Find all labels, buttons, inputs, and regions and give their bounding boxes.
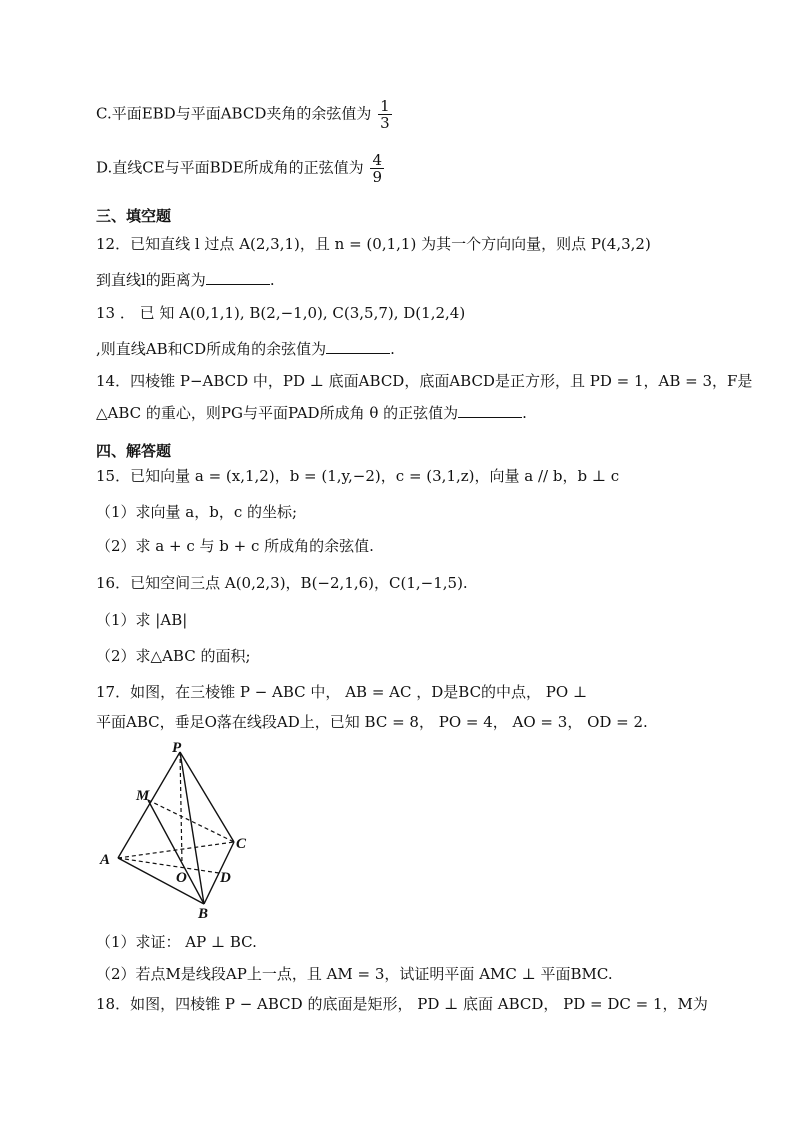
q17-line1: 17．如图，在三棱锥 P − ABC 中， AB = AC ，D是BC的中点， PO ⊥: [96, 683, 588, 701]
label-D: D: [220, 870, 231, 886]
label-P: P: [172, 740, 182, 756]
q12-line1: 12．已知直线 l 过点 A(2,3,1)，且 n = (0,1,1) 为其一个方向向量，则点 P(4,3,2): [96, 235, 651, 253]
q15: 15．已知向量 a = (x,1,2)，b = (1,y,−2)，c = (3,1,z)，向量 a // b，b ⊥ c: [96, 467, 620, 485]
q12-text: 到直线l的距离为: [96, 271, 206, 289]
q14-text: △ABC 的重心，则PG与平面PAD所成角 θ 的正弦值为: [96, 404, 459, 422]
option-c: [96, 98, 392, 131]
answer-blank: [206, 270, 270, 285]
q18: 18．如图，四棱锥 P − ABCD 的底面是矩形， PD ⊥ 底面 ABCD， PD = DC = 1，M为: [96, 995, 708, 1013]
label-O: O: [176, 870, 187, 886]
q13-line1: 13 ． 已 知 A(0,1,1), B(2,−1,0), C(3,5,7), D(1,2,4): [96, 304, 466, 322]
frac-num: 1: [380, 97, 390, 115]
option-d: [96, 152, 384, 185]
frac-den: 3: [380, 114, 390, 132]
option-c-text: C.平面EBD与平面ABCD夹角的余弦值为: [96, 104, 372, 123]
label-A: A: [100, 852, 111, 868]
option-d-fraction: [370, 152, 384, 185]
q15-part1: （1）求向量 a，b，c 的坐标;: [96, 503, 298, 521]
label-M: M: [136, 788, 150, 804]
q12-line2: 到直线l的距离为 .: [96, 271, 275, 289]
q17-part1: （1）求证： AP ⊥ BC.: [96, 933, 257, 951]
edge-PO: [180, 752, 182, 864]
q13-text: ,则直线AB和CD所成角的余弦值为: [96, 340, 327, 358]
q16-part1: （1）求 |AB|: [96, 611, 188, 629]
tetrahedron-figure: [96, 738, 266, 920]
q13-line2: ,则直线AB和CD所成角的余弦值为 .: [96, 340, 395, 358]
q16-part2: （2）求△ABC 的面积;: [96, 647, 251, 665]
label-C: C: [236, 836, 247, 852]
q16: 16．已知空间三点 A(0,2,3)，B(−2,1,6)，C(1,−1,5).: [96, 574, 468, 592]
answer-blank: [326, 339, 390, 354]
q14-line1: 14．四棱锥 P−ABCD 中，PD ⊥ 底面ABCD，底面ABCD是正方形，且 PD = 1，AB = 3，F是: [96, 372, 753, 390]
frac-den: 9: [372, 168, 383, 186]
option-d-text: D.直线CE与平面BDE所成角的正弦值为: [96, 158, 364, 177]
label-B: B: [198, 906, 209, 920]
q15-part2: （2）求 a + c 与 b + c 所成角的余弦值.: [96, 537, 374, 555]
answer-blank: [458, 403, 522, 418]
edge-AC: [118, 842, 234, 858]
q17-part2: （2）若点M是线段AP上一点，且 AM = 3，试证明平面 AMC ⊥ 平面BMC.: [96, 965, 613, 983]
section-fill-in: 三、填空题: [96, 207, 172, 225]
q14-line2: △ABC 的重心，则PG与平面PAD所成角 θ 的正弦值为 .: [96, 404, 527, 422]
q17-line2: 平面ABC，垂足O落在线段AD上，已知 BC = 8， PO = 4， AO = 3， OD = 2.: [96, 713, 648, 731]
option-c-fraction: [378, 98, 392, 131]
frac-num: 4: [372, 151, 383, 169]
section-answer: 四、解答题: [96, 442, 172, 460]
